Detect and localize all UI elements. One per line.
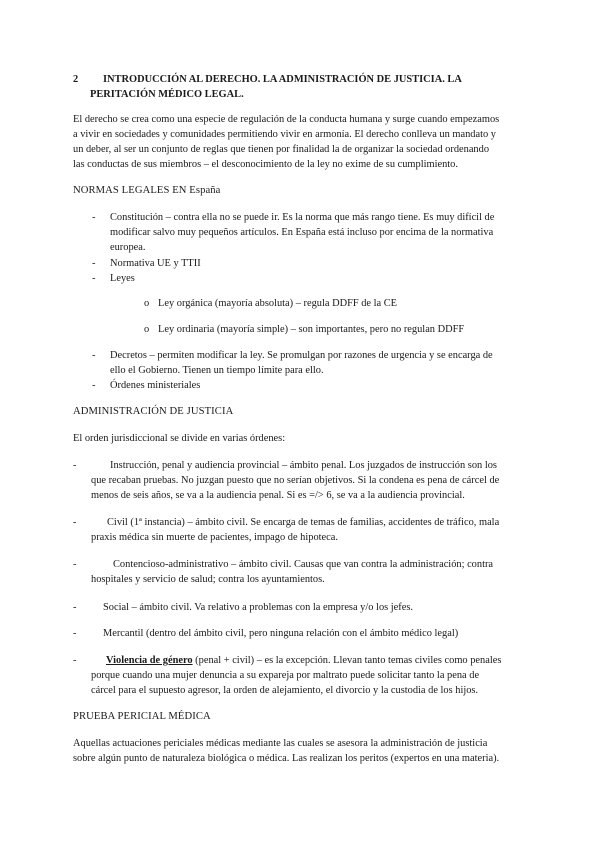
intro-line-3: un deber, al ser un conjunto de reglas que tienen por finalidad la de organizar la sociedad ordenando: [73, 144, 490, 155]
admin-violencia-line-3: cárcel para el supuesto agresor, la orden de alejamiento, el divorcio y la custodia de los hijos.: [91, 685, 479, 696]
normas-item-4-line-2: ello el Gobierno. Tienen un tiempo límite para ello.: [110, 365, 324, 376]
normas-item-5: Órdenes ministeriales: [110, 380, 201, 391]
normas-item-1-line-2: modificar salvo muy pequeños artículos. En España está incluso por encima de la normativa: [110, 227, 494, 238]
prueba-line-1: Aquellas actuaciones periciales médicas mediante las cuales se asesora la administración de justicia: [73, 738, 488, 749]
intro-line-4: las conductas de sus miembros – el desconocimiento de la ley no exime de su cumplimiento.: [73, 159, 458, 170]
section-title-admin: ADMINISTRACIÓN DE JUSTICIA: [73, 406, 234, 417]
bullet-dash: -: [73, 602, 77, 613]
violencia-rest: (penal + civil) – es la excepción. Llevan tanto temas civiles como penales: [192, 655, 502, 666]
admin-intro: El orden jurisdiccional se divide en varias órdenes:: [73, 433, 286, 444]
admin-item-2-line-2: praxis médica sin muerte de pacientes, impago de hipoteca.: [91, 532, 338, 543]
intro-line-2: a vivir en sociedades y comunidades permitiendo vivir en armonía. El derecho conlleva un mandato y: [73, 129, 496, 140]
violencia-bold: Violencia de género: [106, 655, 193, 666]
section-title-normas: NORMAS LEGALES EN España: [73, 185, 221, 196]
admin-item-2-line-1: Civil (1ª instancia) – ámbito civil. Se encarga de temas de familias, accidentes de tráfico, mala: [107, 517, 500, 528]
intro-line-1: El derecho se crea como una especie de regulación de la conducta humana y surge cuando empezamos: [73, 114, 500, 125]
bullet-dash: -: [73, 628, 77, 639]
heading-line-1: INTRODUCCIÓN AL DERECHO. LA ADMINISTRACIÓN DE JUSTICIA. LA: [103, 74, 462, 85]
bullet-dash: -: [73, 517, 77, 528]
bullet-dash: -: [92, 258, 96, 269]
admin-item-1-line-2: que recaban pruebas. No juzgan puesto que no serían objetivos. Si la condena es pena de cárcel de: [91, 475, 500, 486]
bullet-dash: -: [73, 460, 77, 471]
bullet-circle: o: [144, 298, 150, 309]
admin-item-3-line-1: Contencioso-administrativo – ámbito civil. Causas que van contra la administración; contra: [113, 559, 494, 570]
bullet-dash: -: [92, 380, 96, 391]
bullet-dash: -: [73, 559, 77, 570]
normas-item-1-line-1: Constitución – contra ella no se puede ir. Es la norma que más rango tiene. Es muy difícil de: [110, 212, 495, 223]
normas-item-2: Normativa UE y TTII: [110, 258, 201, 269]
admin-violencia-line-1: [106, 653, 501, 669]
heading-line-2: PERITACIÓN MÉDICO LEGAL.: [90, 89, 244, 100]
bullet-dash: -: [92, 212, 96, 223]
bullet-circle: o: [144, 324, 150, 335]
admin-item-1-line-3: menos de seis años, se va a la audiencia penal. Si es =/> 6, se va a la audiencia provincial.: [91, 490, 465, 501]
normas-item-1-line-3: europea.: [110, 242, 146, 253]
bullet-dash: -: [73, 655, 77, 666]
admin-item-1-line-1: Instrucción, penal y audiencia provincial – ámbito penal. Los juzgados de instrucción son los: [110, 460, 497, 471]
admin-item-5: Mercantil (dentro del ámbito civil, pero ninguna relación con el ámbito médico legal): [103, 628, 459, 639]
normas-item-3: Leyes: [110, 273, 135, 284]
normas-item-4-line-1: Decretos – permiten modificar la ley. Se promulgan por razones de urgencia y se encarga de: [110, 350, 493, 361]
bullet-dash: -: [92, 350, 96, 361]
heading-number: 2: [73, 74, 79, 85]
prueba-line-2: sobre algún punto de naturaleza biológica o médica. Las realizan los peritos (expertos en una materia).: [73, 753, 500, 764]
normas-subitem-2: Ley ordinaria (mayoría simple) – son importantes, pero no regulan DDFF: [158, 324, 465, 335]
section-title-prueba: PRUEBA PERICIAL MÉDICA: [73, 711, 211, 722]
admin-item-3-line-2: hospitales y servicio de salud; contra los ayuntamientos.: [91, 574, 325, 585]
admin-violencia-line-2: porque cuando una mujer denuncia a su expareja por maltrato puede solicitar tanto la pena de: [91, 670, 480, 681]
bullet-dash: -: [92, 273, 96, 284]
normas-subitem-1: Ley orgánica (mayoría absoluta) – regula DDFF de la CE: [158, 298, 398, 309]
admin-item-4: Social – ámbito civil. Va relativo a problemas con la empresa y/o los jefes.: [103, 602, 413, 613]
